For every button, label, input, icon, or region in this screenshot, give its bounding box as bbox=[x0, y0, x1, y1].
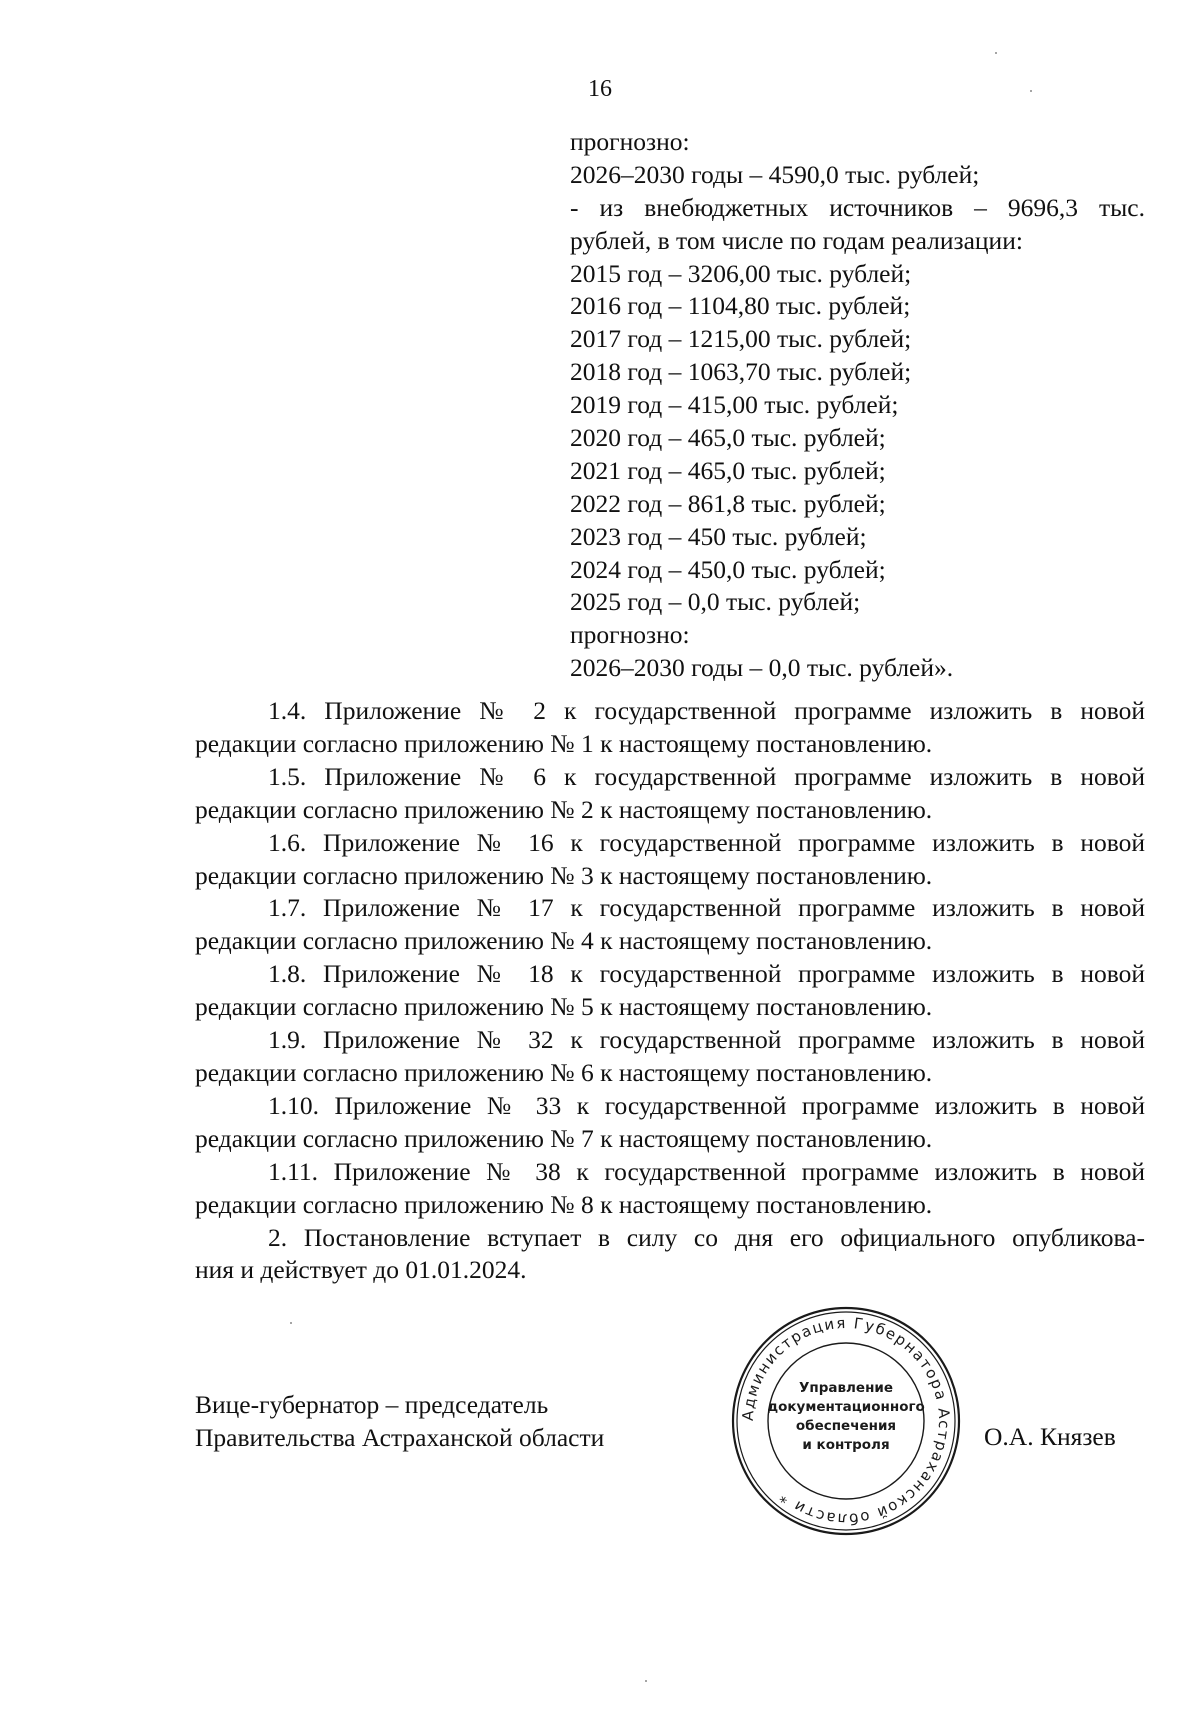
item-continuation: редакции согласно приложению № 2 к настоящему постановлению. bbox=[195, 794, 933, 824]
funding-line: 2023 год – 450 тыс. рублей; bbox=[570, 521, 867, 551]
scan-speck bbox=[1030, 90, 1032, 92]
official-seal-stamp bbox=[730, 1305, 962, 1537]
seal-center-line: и контроля bbox=[802, 1437, 890, 1453]
funding-line: 2015 год – 3206,00 тыс. рублей; bbox=[570, 258, 912, 288]
funding-line: 2020 год – 465,0 тыс. рублей; bbox=[570, 423, 886, 453]
funding-line: 2025 год – 0,0 тыс. рублей; bbox=[570, 587, 861, 617]
item-first-line: 1.9. Приложение № 32 к государственной программе изложить в новой bbox=[268, 1025, 1145, 1055]
effective-date-item bbox=[195, 1222, 1145, 1288]
item-continuation: редакции согласно приложению № 8 к настоящему постановлению. bbox=[195, 1189, 933, 1219]
scan-speck bbox=[290, 1322, 292, 1324]
resolution-item bbox=[195, 1156, 1145, 1222]
funding-block bbox=[570, 126, 1145, 685]
item-continuation: редакции согласно приложению № 7 к настоящему постановлению. bbox=[195, 1123, 933, 1153]
scan-speck bbox=[645, 1680, 647, 1682]
offbudget-line: - из внебюджетных источников – 9696,3 тыс. bbox=[570, 192, 1145, 222]
item-continuation: редакции согласно приложению № 4 к настоящему постановлению. bbox=[195, 926, 933, 956]
item-continuation: редакции согласно приложению № 5 к настоящему постановлению. bbox=[195, 992, 933, 1022]
resolution-items bbox=[195, 695, 1145, 1287]
funding-line: рублей, в том числе по годам реализации: bbox=[570, 225, 1023, 255]
item-first-line: 1.6. Приложение № 16 к государственной программе изложить в новой bbox=[268, 827, 1145, 857]
resolution-item bbox=[195, 695, 1145, 761]
seal-ring-text: Администрация Губернатора Астраханской области * bbox=[738, 1313, 954, 1529]
funding-line: 2024 год – 450,0 тыс. рублей; bbox=[570, 554, 886, 584]
seal-center-line: документационного bbox=[767, 1399, 925, 1415]
signatory-name: О.А. Князев bbox=[984, 1422, 1116, 1451]
item-first-line: 1.10. Приложение № 33 к государственной программе изложить в новой bbox=[268, 1090, 1145, 1120]
item-continuation: редакции согласно приложению № 6 к настоящему постановлению. bbox=[195, 1057, 933, 1087]
funding-line: 2022 год – 861,8 тыс. рублей; bbox=[570, 488, 886, 518]
signatory-title-line: Правительства Астраханской области bbox=[195, 1423, 605, 1452]
funding-line: 2019 год – 415,00 тыс. рублей; bbox=[570, 390, 899, 420]
funding-line: прогнозно: bbox=[570, 127, 690, 156]
scan-speck bbox=[995, 52, 997, 54]
funding-line: прогнозно: bbox=[570, 620, 690, 650]
resolution-item bbox=[195, 958, 1145, 1024]
item-first-line: 1.5. Приложение № 6 к государственной программе изложить в новой bbox=[268, 761, 1145, 791]
item-first-line: 2. Постановление вступает в силу со дня его официального опубликова- bbox=[268, 1222, 1145, 1252]
signatory-title-line: Вице-губернатор – председатель bbox=[195, 1390, 549, 1419]
item-continuation: ния и действует до 01.01.2024. bbox=[195, 1255, 527, 1285]
seal-center-line: Управление bbox=[798, 1380, 894, 1396]
item-first-line: 1.8. Приложение № 18 к государственной программе изложить в новой bbox=[268, 959, 1145, 989]
resolution-item bbox=[195, 761, 1145, 827]
funding-line: 2018 год – 1063,70 тыс. рублей; bbox=[570, 357, 912, 387]
seal-graphic bbox=[730, 1305, 962, 1537]
item-first-line: 1.7. Приложение № 17 к государственной программе изложить в новой bbox=[268, 893, 1145, 923]
resolution-item bbox=[195, 1090, 1145, 1156]
seal-center-line: обеспечения bbox=[795, 1418, 897, 1434]
resolution-item bbox=[195, 827, 1145, 893]
funding-line: 2026–2030 годы – 4590,0 тыс. рублей; bbox=[570, 159, 980, 189]
item-first-line: 1.4. Приложение № 2 к государственной программе изложить в новой bbox=[268, 696, 1145, 725]
resolution-item bbox=[195, 892, 1145, 958]
item-continuation: редакции согласно приложению № 3 к настоящему постановлению. bbox=[195, 860, 933, 890]
funding-line: 2026–2030 годы – 0,0 тыс. рублей». bbox=[570, 653, 954, 683]
funding-line: 2021 год – 465,0 тыс. рублей; bbox=[570, 455, 886, 485]
item-continuation: редакции согласно приложению № 1 к настоящему постановлению. bbox=[195, 728, 933, 758]
funding-line: 2017 год – 1215,00 тыс. рублей; bbox=[570, 324, 912, 354]
signatory-title bbox=[195, 1388, 604, 1454]
funding-line: 2016 год – 1104,80 тыс. рублей; bbox=[570, 291, 911, 321]
resolution-item bbox=[195, 1024, 1145, 1090]
item-first-line: 1.11. Приложение № 38 к государственной программе изложить в новой bbox=[268, 1156, 1145, 1186]
page-number: 16 bbox=[588, 76, 612, 102]
